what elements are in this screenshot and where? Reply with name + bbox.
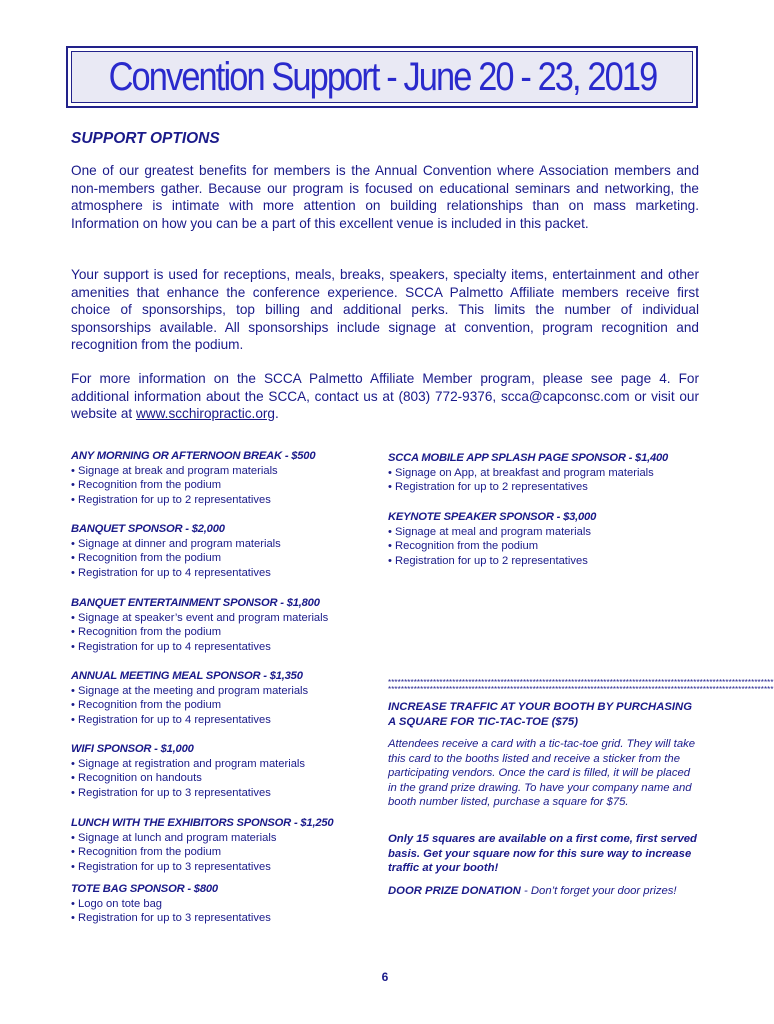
sponsor-tote-bag [71,882,371,926]
title-banner [66,46,698,108]
sponsor-benefit: • Recognition from the podium [71,845,371,860]
more-info-paragraph [71,370,699,423]
intro-paragraph: One of our greatest benefits for members is the Annual Convention where Association members and non-members gather. Because our program is focused on educational seminars and networking, the atmosphere is intimate with more attention on building relationships than on mass marketing. Information on how you can be a part of this excellent venue is included in this packet. [71,163,699,231]
sponsor-benefit: • Registration for up to 4 representatives [71,713,371,728]
sponsor-keynote [388,510,703,568]
page-number: 6 [381,970,389,984]
sponsor-banquet-entertainment [71,596,371,654]
sponsor-wifi [71,742,371,800]
sponsor-title: TOTE BAG SPONSOR - $800 [71,883,218,895]
sponsor-benefit: • Signage at the meeting and program materials [71,684,371,699]
tictactoe-note [388,832,700,876]
tictactoe-note-text: Only 15 squares are available on a first come, first served basis. Get your square now for this sure way to increase traffic at your booth! [388,833,697,875]
sponsor-title: WIFI SPONSOR - $1,000 [71,743,194,755]
sponsor-benefit: • Recognition from the podium [71,551,371,566]
sponsor-benefit: • Signage at break and program materials [71,464,371,479]
sponsor-benefit: • Signage at speaker’s event and program materials [71,611,371,626]
sponsor-mobile-app [388,451,703,495]
sponsor-benefit: • Recognition from the podium [388,539,703,554]
sponsor-benefit: • Registration for up to 2 representatives [388,480,703,495]
support-options-heading: SUPPORT OPTIONS [71,130,220,147]
page-title: Convention Support - June 20 - 23, 2019 [108,54,656,99]
door-prize [388,884,700,899]
sponsor-benefit: • Recognition from the podium [71,698,371,713]
sponsor-benefit: • Registration for up to 3 representatives [71,786,371,801]
sponsor-break [71,449,371,507]
sponsor-benefit: • Signage at dinner and program materials [71,537,371,552]
more-info-end: . [274,406,279,422]
sponsor-title: KEYNOTE SPEAKER SPONSOR - $3,000 [388,511,597,523]
star-divider-line: ************************************************************************************************************************ [388,678,774,687]
sponsor-title: LUNCH WITH THE EXHIBITORS SPONSOR - $1,250 [71,817,334,829]
sponsor-lunch-exhibitors [71,816,371,874]
more-info-text: For more information on the SCCA Palmetto Affiliate Member program, please see page 4. For additional information about the SCCA, contact us at (803) 772-9376, scca@capconsc.com or visit our website at [71,371,699,422]
sponsor-benefit: • Registration for up to 4 representatives [71,566,371,581]
sponsor-benefit: • Registration for up to 2 representatives [71,493,371,508]
star-divider [388,678,774,694]
sponsor-title: ANY MORNING OR AFTERNOON BREAK - $500 [71,450,316,462]
sponsor-benefit: • Registration for up to 3 representatives [71,860,371,875]
sponsor-benefit: • Recognition from the podium [71,478,371,493]
sponsor-title: SCCA MOBILE APP SPLASH PAGE SPONSOR - $1,400 [388,452,669,464]
sponsor-benefit: • Signage at meal and program materials [388,525,703,540]
sponsor-title: ANNUAL MEETING MEAL SPONSOR - $1,350 [71,670,303,682]
sponsor-benefit: • Signage at lunch and program materials [71,831,371,846]
sponsor-benefit: • Recognition from the podium [71,625,371,640]
sponsor-benefit: • Registration for up to 4 representatives [71,640,371,655]
sponsor-benefit: • Signage at registration and program materials [71,757,371,772]
sponsor-benefit: • Registration for up to 3 representatives [71,911,371,926]
sponsor-benefit: • Registration for up to 2 representatives [388,554,703,569]
door-prize-label: DOOR PRIZE DONATION [388,885,521,897]
tictactoe-heading: INCREASE TRAFFIC AT YOUR BOOTH BY PURCHASING A SQUARE FOR TIC-TAC-TOE ($75) [388,701,692,728]
sponsor-benefit: • Logo on tote bag [71,897,371,912]
website-link[interactable]: www.scchiropractic.org [135,406,275,422]
sponsor-banquet [71,522,371,580]
sponsor-title: BANQUET ENTERTAINMENT SPONSOR - $1,800 [71,597,320,609]
door-prize-text: - Don’t forget your door prizes! [520,885,677,897]
support-paragraph: Your support is used for receptions, meals, breaks, speakers, specialty items, entertainment and other amenities that enhance the conference experience. SCCA Palmetto Affiliate members receive first choice of sponsorships, top billing and additional perks. This limits the number of individual sponsorships available. All sponsorships include signage at convention, program recognition and recognition from the podium. [71,267,699,353]
sponsor-benefit: • Recognition on handouts [71,771,371,786]
star-divider-line: ************************************************************************************************************************ [388,685,774,694]
sponsor-benefit: • Signage on App, at breakfast and program materials [388,466,703,481]
tictactoe-description: Attendees receive a card with a tic-tac-toe grid. They will take this card to the booths listed and receive a sticker from the participating vendors. Once the card is filled, it will be placed in the grand prize drawing. To have your company name and booth number listed, purchase a square for $75. [388,738,696,809]
title-banner-inner [71,51,693,103]
sponsor-annual-meeting [71,669,371,727]
sponsor-title: BANQUET SPONSOR - $2,000 [71,523,225,535]
